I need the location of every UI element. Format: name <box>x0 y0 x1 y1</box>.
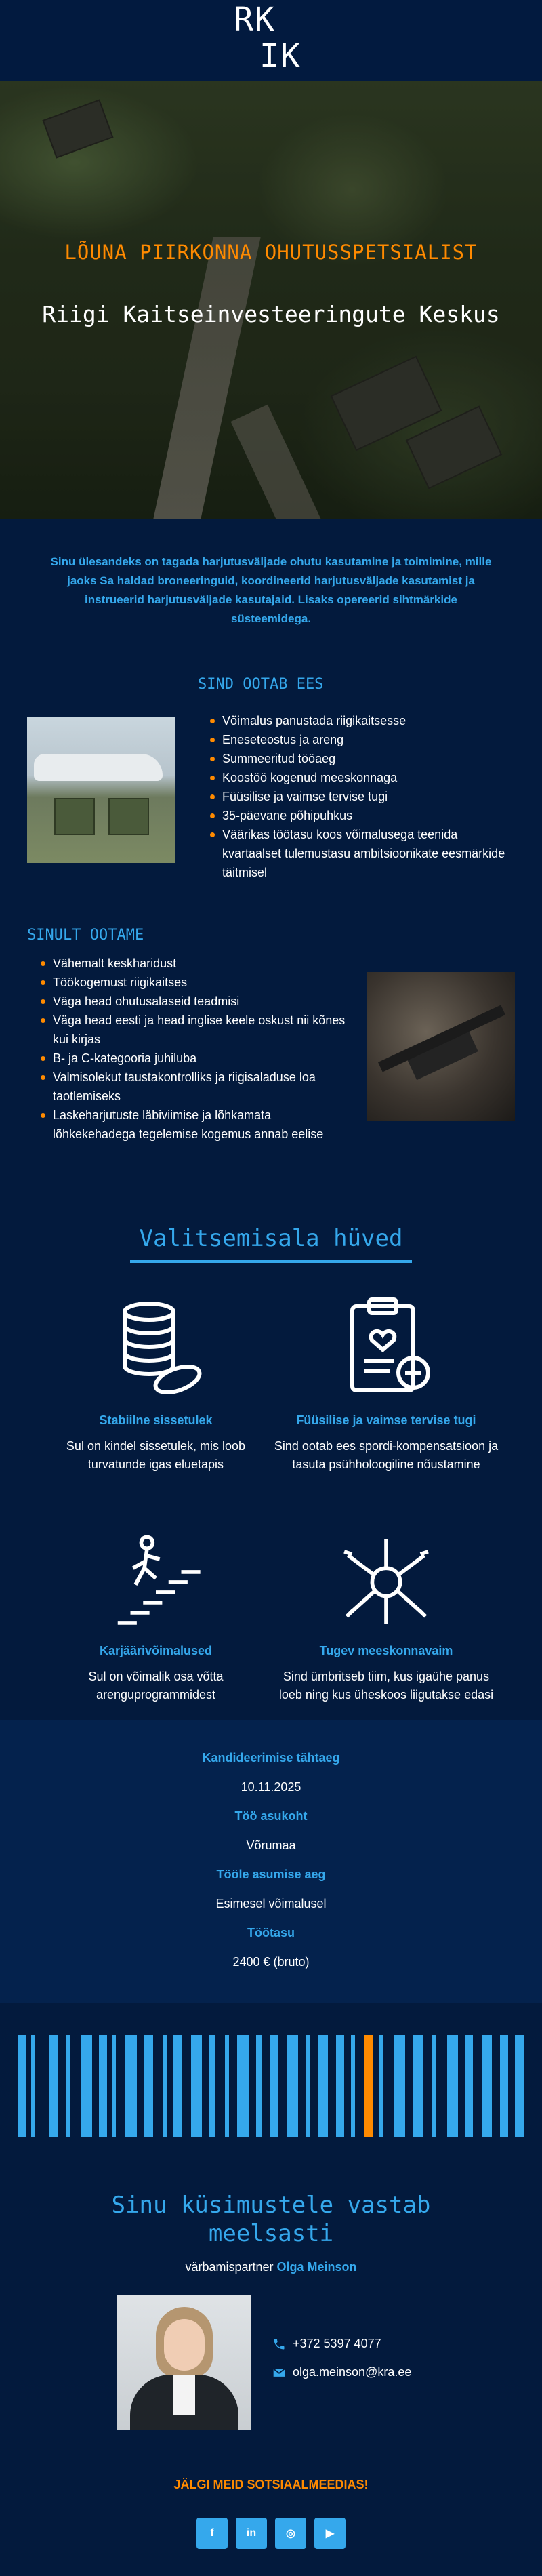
barcode-stripe <box>447 2035 458 2137</box>
barcode-stripe <box>81 2035 92 2137</box>
list-item: Eneseteostus ja areng <box>207 730 505 749</box>
barcode-stripe <box>225 2035 229 2137</box>
list-item: Võimalus panustada riigikaitsesse <box>207 711 505 730</box>
barcode-stripe <box>163 2035 167 2137</box>
list-item: Väga head ohutusalaseid teadmisi <box>38 992 356 1011</box>
benefit-health <box>271 1293 501 1474</box>
barcode-stripe <box>432 2035 436 2137</box>
list-item: Füüsilise ja vaimse tervise tugi <box>207 787 505 806</box>
barcode-stripe <box>256 2035 262 2137</box>
detail-value: Esimesel võimalusel <box>215 1897 327 1910</box>
barcode-stripe <box>209 2035 215 2137</box>
list-item: Koostöö kogenud meeskonnaga <box>207 768 505 787</box>
benefit-title: Tugev meeskonnavaim <box>319 1644 453 1657</box>
recruitment-partner <box>0 2260 542 2274</box>
barcode-stripe <box>364 2035 373 2137</box>
truck-shape <box>54 798 95 835</box>
hero-banner <box>0 81 542 519</box>
contact-email[interactable] <box>272 2365 411 2379</box>
job-details <box>0 1720 542 2003</box>
offer-section <box>0 676 542 927</box>
truck-shape <box>108 798 149 835</box>
list-item: Vähemalt keskharidust <box>38 954 356 973</box>
detail-label: Tööle asumise aeg <box>216 1868 326 1881</box>
benefit-team <box>271 1530 501 1704</box>
benefit-text: Sind ümbritseb tiim, kus igaühe panus loeb ning kus üheskoos liigutakse edasi <box>278 1670 494 1702</box>
barcode-stripe <box>66 2035 70 2137</box>
list-item: 35-päevane põhipuhkus <box>207 806 505 825</box>
benefit-text: Sul on võimalik osa võtta arenguprogrammidest <box>88 1670 224 1702</box>
medical-clipboard-icon <box>332 1293 440 1401</box>
coins-icon <box>102 1293 210 1401</box>
photo-face-shape <box>164 2319 205 2371</box>
intro-text: Sinu ülesandeks on tagada harjutusväljade ohutu kasutamine ja toimimine, mille jaoks Sa haldad broneeringuid, koordineerid harjutusväljade kasutamist ja instrueerid harjutusväljade kasutajaid. Lisaks opereerid sihtmärkide süsteemidega. <box>50 555 492 625</box>
detail-label: Töö asukoht <box>234 1809 308 1823</box>
photo-shirt-shape <box>173 2375 195 2415</box>
plane-shape <box>34 754 163 781</box>
list-item: Väärikas töötasu koos võimalusega teenida kvartaalset tulemustasu ambitsioonikate eesmärkide täitmisel <box>207 825 505 882</box>
header <box>0 0 542 81</box>
benefit-title: Stabiilne sissetulek <box>99 1413 213 1427</box>
requirements-list <box>38 954 356 1144</box>
facebook-icon[interactable]: f <box>196 2518 228 2549</box>
benefit-title: Füüsilise ja vaimse tervise tugi <box>296 1413 476 1427</box>
barcode-stripe <box>482 2035 492 2137</box>
partner-prefix: värbamispartner <box>185 2260 274 2274</box>
list-item: Valmisolekut taustakontrolliks ja riigisaladuse loa taotlemiseks <box>38 1068 356 1106</box>
benefit-income <box>41 1293 271 1474</box>
detail-label: Kandideerimise tähtaeg <box>202 1751 340 1765</box>
job-title: LÕUNA PIIRKONNA OHUTUSSPETSIALIST <box>64 241 478 264</box>
barcode-stripe <box>515 2035 524 2137</box>
offer-list <box>207 711 505 882</box>
youtube-icon[interactable]: ▶ <box>314 2518 346 2549</box>
military-vehicles-photo <box>27 717 175 863</box>
social-links <box>0 2518 542 2576</box>
phone-icon <box>272 2337 286 2351</box>
list-item: Väga head eesti ja head inglise keele oskust nii kõnes kui kirjas <box>38 1011 356 1049</box>
barcode-stripe <box>31 2035 35 2137</box>
barcode-stripe <box>351 2035 355 2137</box>
detail-salary <box>0 1926 542 1969</box>
email-icon <box>272 2366 286 2379</box>
barcode-stripe <box>18 2035 26 2137</box>
barcode-stripe <box>394 2035 405 2137</box>
barcode-stripe <box>413 2035 423 2137</box>
barcode-stripe <box>173 2035 182 2137</box>
logo-line-2: IK <box>259 37 301 75</box>
email-address: olga.meinson@kra.ee <box>293 2365 412 2379</box>
benefit-career <box>41 1530 271 1704</box>
requirements-section <box>0 927 542 1225</box>
contact-title: Sinu küsimustele vastab meelsasti <box>111 2192 431 2247</box>
barcode-stripe <box>237 2035 249 2137</box>
barcode-stripe <box>287 2035 298 2137</box>
offer-title: SIND OOTAB EES <box>198 676 324 693</box>
contact-card <box>0 2295 542 2451</box>
barcode-stripe <box>336 2035 344 2137</box>
detail-label: Töötasu <box>247 1926 295 1939</box>
logo-line-1: RK <box>234 1 276 39</box>
requirements-title: SINULT OOTAME <box>27 927 144 944</box>
list-item: Laskeharjutuste läbiviimise ja lõhkamata lõhkekehadega tegelemise kogemus annab eelise <box>38 1106 356 1144</box>
barcode-stripe <box>318 2035 328 2137</box>
linkedin-icon[interactable]: in <box>236 2518 267 2549</box>
decorative-barcode <box>0 2035 542 2191</box>
detail-deadline <box>0 1751 542 1794</box>
detail-start <box>0 1868 542 1911</box>
career-stairs-icon <box>102 1530 210 1632</box>
barcode-stripe <box>112 2035 116 2137</box>
weapon-photo <box>367 972 515 1121</box>
barcode-stripe <box>49 2035 58 2137</box>
barcode-stripe <box>379 2035 383 2137</box>
detail-value: 2400 € (bruto) <box>232 1955 310 1969</box>
employer-name: Riigi Kaitseinvesteeringute Keskus <box>42 301 500 327</box>
benefit-text: Sul on kindel sissetulek, mis loob turvatunde igas eluetapis <box>66 1439 246 1471</box>
barcode-stripe <box>125 2035 137 2137</box>
barcode-stripe <box>465 2035 473 2137</box>
rkik-logo[interactable] <box>234 1 308 75</box>
detail-value: Võrumaa <box>246 1838 296 1852</box>
team-hands-icon <box>332 1530 440 1632</box>
barcode-stripe <box>306 2035 310 2137</box>
recruiter-photo <box>117 2295 251 2430</box>
list-item: Töökogemust riigikaitses <box>38 973 356 992</box>
benefits-underline <box>130 1260 412 1263</box>
instagram-icon[interactable]: ◎ <box>275 2518 306 2549</box>
benefits-section <box>0 1225 542 1720</box>
barcode-stripe <box>144 2035 153 2137</box>
detail-location <box>0 1809 542 1853</box>
list-item: B- ja C-kategooria juhiluba <box>38 1049 356 1068</box>
phone-number: +372 5397 4077 <box>293 2337 381 2350</box>
benefit-title: Karjäärivõimalused <box>99 1644 213 1657</box>
barcode-stripe <box>191 2035 202 2137</box>
benefit-text: Sind ootab ees spordi-kompensatsioon ja tasuta psühholoogiline nõustamine <box>274 1439 499 1471</box>
follow-us-label: JÄLGI MEID SOTSIAALMEEDIAS! <box>173 2478 369 2491</box>
benefits-title: Valitsemisala hüved <box>139 1225 403 1252</box>
barcode-stripe <box>270 2035 278 2137</box>
barcode-stripe <box>99 2035 107 2137</box>
list-item: Summeeritud tööaeg <box>207 749 505 768</box>
barcode-stripe <box>500 2035 508 2137</box>
partner-name: Olga Meinson <box>276 2260 357 2274</box>
detail-value: 10.11.2025 <box>241 1780 301 1794</box>
contact-phone[interactable] <box>272 2337 381 2351</box>
